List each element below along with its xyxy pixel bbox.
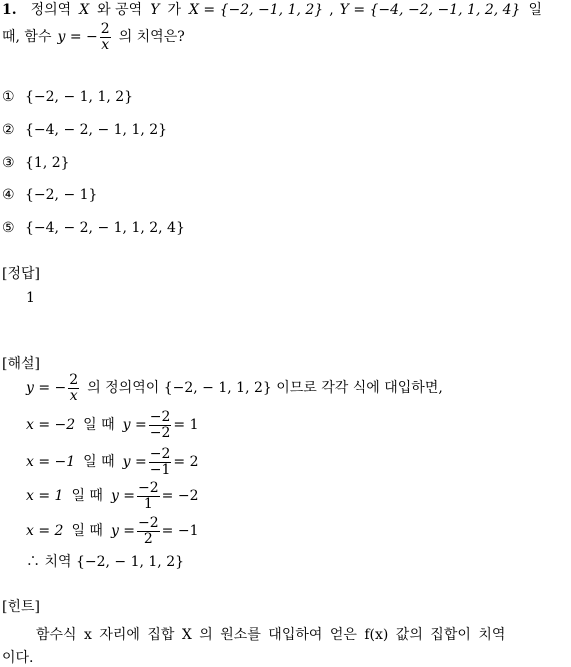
fraction-denominator: −1 — [149, 461, 171, 478]
row-lhs: y = — [122, 417, 147, 434]
choice-marker: ④ — [2, 187, 15, 203]
hint-line-2: 이다. — [2, 650, 34, 666]
row-word: 일 때 — [71, 523, 103, 540]
answer-value: 1 — [26, 290, 35, 306]
fraction-numerator: −2 — [138, 515, 159, 531]
question-text-c: 가 — [167, 2, 181, 18]
question-func-fraction — [100, 22, 111, 52]
question-text-d: 일 — [528, 2, 542, 18]
fraction-denominator: −2 — [149, 424, 171, 441]
fraction-numerator: 2 — [100, 21, 110, 37]
answer-heading: [정답] — [2, 266, 40, 282]
question-func-lhs: y = − — [57, 29, 98, 46]
question-set-x: X = {−2, −1, 1, 2} — [188, 2, 324, 18]
question-var-x: X — [79, 2, 90, 18]
fraction-denominator: x — [101, 36, 110, 53]
fraction-denominator: 1 — [143, 495, 153, 512]
choice-text: {−4, − 2, − 1, 1, 2, 4} — [25, 220, 185, 236]
explanation-row-2 — [26, 447, 199, 477]
question-var-y: Y — [150, 2, 160, 18]
choice-3[interactable] — [2, 156, 70, 170]
explanation-row-3 — [26, 481, 199, 511]
fraction-numerator: −2 — [138, 480, 159, 496]
row-lhs: y = — [122, 454, 147, 471]
choice-marker: ① — [2, 89, 15, 105]
choice-2[interactable] — [2, 123, 167, 137]
row-condition: x = −1 — [26, 454, 76, 471]
fraction-numerator: −2 — [149, 446, 171, 462]
explanation-intro-text: 의 정의역이 {−2, − 1, 1, 2} 이므로 각각 식에 대입하면, — [87, 380, 443, 397]
choice-marker: ② — [2, 122, 15, 138]
row-condition: x = 1 — [26, 488, 64, 505]
row-word: 일 때 — [83, 417, 115, 434]
row-lhs: y = — [110, 488, 136, 505]
row-result: = −2 — [161, 488, 199, 505]
question-set-y: Y = {−4, −2, −1, 1, 2, 4} — [339, 2, 521, 18]
explanation-row-1 — [26, 410, 199, 440]
choice-marker: ③ — [2, 155, 15, 171]
choice-marker: ⑤ — [2, 220, 15, 236]
fraction-numerator: 2 — [69, 372, 79, 388]
question-line-1 — [2, 3, 542, 17]
fraction-numerator: −2 — [149, 409, 171, 425]
fraction-denominator: x — [69, 387, 78, 404]
question-text-a: 정의역 — [30, 2, 72, 18]
hint-heading: [힌트] — [2, 599, 40, 615]
question-number: 1. — [2, 2, 17, 18]
row-condition: x = −2 — [26, 417, 76, 434]
choice-text: {−2, − 1} — [25, 187, 98, 203]
choice-1[interactable] — [2, 90, 133, 104]
explanation-intro — [26, 373, 443, 403]
row-result: = 1 — [173, 417, 199, 434]
question-text-f: 의 치역은? — [118, 29, 185, 46]
row-word: 일 때 — [71, 488, 103, 505]
choice-4[interactable] — [2, 188, 97, 202]
explanation-row-4 — [26, 516, 199, 546]
row-lhs: y = — [110, 523, 136, 540]
explanation-conclusion: ∴ 치역 {−2, − 1, 1, 2} — [26, 554, 185, 570]
explanation-func-lhs: y = − — [26, 380, 67, 397]
row-fraction — [149, 410, 172, 440]
fraction-denominator: 2 — [143, 530, 153, 547]
row-fraction — [149, 447, 172, 477]
question-comma: , — [329, 2, 334, 18]
row-condition: x = 2 — [26, 523, 64, 540]
question-text-b: 와 공역 — [97, 2, 143, 18]
row-fraction — [137, 481, 160, 511]
row-result: = −1 — [161, 523, 199, 540]
choice-text: {1, 2} — [25, 155, 70, 171]
choice-text: {−4, − 2, − 1, 1, 2} — [25, 122, 168, 138]
hint-line-1: 함수식 x 자리에 집합 X 의 원소를 대입하여 얻은 f(x) 값의 집합이 치역 — [36, 627, 506, 643]
question-line-2 — [2, 22, 185, 52]
explanation-func-fraction — [68, 373, 79, 403]
choice-text: {−2, − 1, 1, 2} — [25, 89, 134, 105]
explanation-heading: [해설] — [2, 356, 40, 372]
row-result: = 2 — [173, 454, 199, 471]
row-fraction — [137, 516, 160, 546]
row-word: 일 때 — [83, 454, 115, 471]
question-text-e: 때, 함수 — [2, 29, 52, 46]
choice-5[interactable] — [2, 221, 185, 235]
